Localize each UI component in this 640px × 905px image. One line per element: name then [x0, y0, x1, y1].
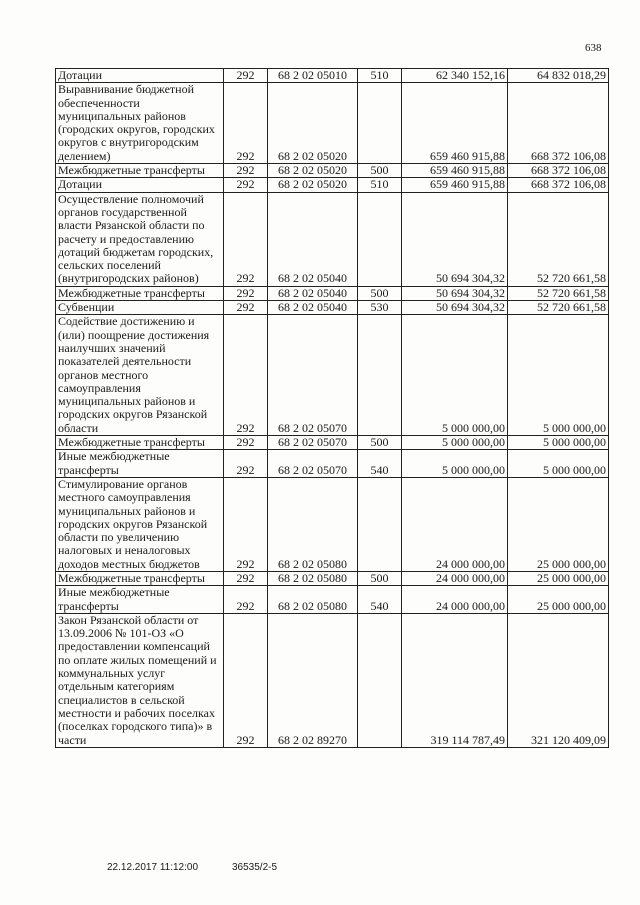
row-amount-2: 52 720 661,58 [508, 286, 609, 300]
budget-table-body [56, 69, 609, 748]
row-amount-2: 5 000 000,00 [508, 436, 609, 450]
row-kind-code: 540 [358, 586, 402, 614]
row-amount-2: 25 000 000,00 [508, 571, 609, 585]
row-target-code: 68 2 02 05070 [268, 450, 358, 478]
row-kind-code: 530 [358, 301, 402, 315]
row-kind-code [358, 83, 402, 164]
row-amount-1: 5 000 000,00 [402, 436, 508, 450]
row-target-code: 68 2 02 05020 [268, 164, 358, 178]
row-gr-code: 292 [224, 83, 268, 164]
footer-doc-number: 36535/2-5 [232, 862, 278, 873]
row-kind-code: 510 [358, 69, 402, 83]
row-amount-1: 50 694 304,32 [402, 301, 508, 315]
table-row [56, 164, 609, 178]
row-amount-1: 5 000 000,00 [402, 315, 508, 436]
row-amount-2: 5 000 000,00 [508, 450, 609, 478]
row-target-code: 68 2 02 05080 [268, 571, 358, 585]
row-amount-2: 668 372 106,08 [508, 164, 609, 178]
row-target-code: 68 2 02 05010 [268, 69, 358, 83]
row-amount-2: 52 720 661,58 [508, 192, 609, 286]
row-kind-code [358, 477, 402, 571]
row-target-code: 68 2 02 05040 [268, 301, 358, 315]
row-amount-2: 668 372 106,08 [508, 83, 609, 164]
row-name: Иные межбюджетные трансферты [56, 586, 224, 614]
row-amount-1: 659 460 915,88 [402, 164, 508, 178]
row-name: Межбюджетные трансферты [56, 286, 224, 300]
row-name: Осуществление полномочий органов государственной власти Рязанской области по расчету и предоставлению дотаций бюджетам городских, сельских поселений (внутригородских районов) [56, 192, 224, 286]
row-amount-2: 5 000 000,00 [508, 315, 609, 436]
table-row [56, 586, 609, 614]
row-gr-code: 292 [224, 613, 268, 747]
row-name: Субвенции [56, 301, 224, 315]
row-kind-code [358, 613, 402, 747]
row-amount-2: 321 120 409,09 [508, 613, 609, 747]
row-kind-code: 500 [358, 164, 402, 178]
row-kind-code: 500 [358, 286, 402, 300]
row-amount-1: 659 460 915,88 [402, 83, 508, 164]
row-amount-1: 62 340 152,16 [402, 69, 508, 83]
row-amount-2: 64 832 018,29 [508, 69, 609, 83]
row-gr-code: 292 [224, 586, 268, 614]
table-row [56, 69, 609, 83]
row-name: Межбюджетные трансферты [56, 164, 224, 178]
row-target-code: 68 2 02 05020 [268, 178, 358, 192]
row-name: Содействие достижению и (или) поощрение достижения наилучших значений показателей деятельности органов местного самоуправления муниципальных районов и городских округов Рязанской области [56, 315, 224, 436]
row-amount-2: 52 720 661,58 [508, 301, 609, 315]
row-gr-code: 292 [224, 571, 268, 585]
row-target-code: 68 2 02 05040 [268, 286, 358, 300]
row-amount-1: 319 114 787,49 [402, 613, 508, 747]
row-name: Дотации [56, 178, 224, 192]
row-kind-code: 510 [358, 178, 402, 192]
row-amount-1: 24 000 000,00 [402, 571, 508, 585]
row-amount-2: 668 372 106,08 [508, 178, 609, 192]
row-amount-1: 50 694 304,32 [402, 286, 508, 300]
row-amount-1: 24 000 000,00 [402, 477, 508, 571]
table-row [56, 613, 609, 747]
row-amount-1: 659 460 915,88 [402, 178, 508, 192]
table-row [56, 178, 609, 192]
row-target-code: 68 2 02 05080 [268, 586, 358, 614]
row-amount-1: 50 694 304,32 [402, 192, 508, 286]
table-row [56, 301, 609, 315]
row-amount-1: 24 000 000,00 [402, 586, 508, 614]
row-amount-2: 25 000 000,00 [508, 477, 609, 571]
row-name: Иные межбюджетные трансферты [56, 450, 224, 478]
row-target-code: 68 2 02 05070 [268, 315, 358, 436]
row-name: Межбюджетные трансферты [56, 571, 224, 585]
row-name: Выравнивание бюджетной обеспеченности муниципальных районов (городских округов, городских округов с внутригородским делением) [56, 83, 224, 164]
table-row [56, 315, 609, 436]
row-kind-code [358, 315, 402, 436]
row-amount-2: 25 000 000,00 [508, 586, 609, 614]
row-name: Межбюджетные трансферты [56, 436, 224, 450]
table-row [56, 286, 609, 300]
row-target-code: 68 2 02 05070 [268, 436, 358, 450]
row-kind-code: 540 [358, 450, 402, 478]
row-gr-code: 292 [224, 301, 268, 315]
row-gr-code: 292 [224, 69, 268, 83]
row-target-code: 68 2 02 05040 [268, 192, 358, 286]
table-row [56, 571, 609, 585]
table-row [56, 477, 609, 571]
row-kind-code: 500 [358, 436, 402, 450]
row-target-code: 68 2 02 05080 [268, 477, 358, 571]
table-row [56, 192, 609, 286]
table-row [56, 83, 609, 164]
row-gr-code: 292 [224, 315, 268, 436]
row-gr-code: 292 [224, 192, 268, 286]
row-name: Дотации [56, 69, 224, 83]
row-gr-code: 292 [224, 450, 268, 478]
row-kind-code [358, 192, 402, 286]
row-target-code: 68 2 02 89270 [268, 613, 358, 747]
table-row [56, 450, 609, 478]
budget-table [55, 68, 609, 748]
row-target-code: 68 2 02 05020 [268, 83, 358, 164]
row-amount-1: 5 000 000,00 [402, 450, 508, 478]
page-number: 638 [585, 42, 602, 54]
row-name: Стимулирование органов местного самоуправления муниципальных районов и городских округов Рязанской области по увеличению налоговых и неналоговых доходов местных бюджетов [56, 477, 224, 571]
row-gr-code: 292 [224, 178, 268, 192]
row-gr-code: 292 [224, 436, 268, 450]
row-gr-code: 292 [224, 286, 268, 300]
row-gr-code: 292 [224, 477, 268, 571]
row-gr-code: 292 [224, 164, 268, 178]
row-kind-code: 500 [358, 571, 402, 585]
table-row [56, 436, 609, 450]
footer-datetime: 22.12.2017 11:12:00 [107, 862, 199, 873]
row-name: Закон Рязанской области от 13.09.2006 № 101-ОЗ «О предоставлении компенсаций по оплате жилых помещений и коммунальных услуг отдельным категориям специалистов в сельской местности и рабочих поселках (поселках городского типа)» в части [56, 613, 224, 747]
